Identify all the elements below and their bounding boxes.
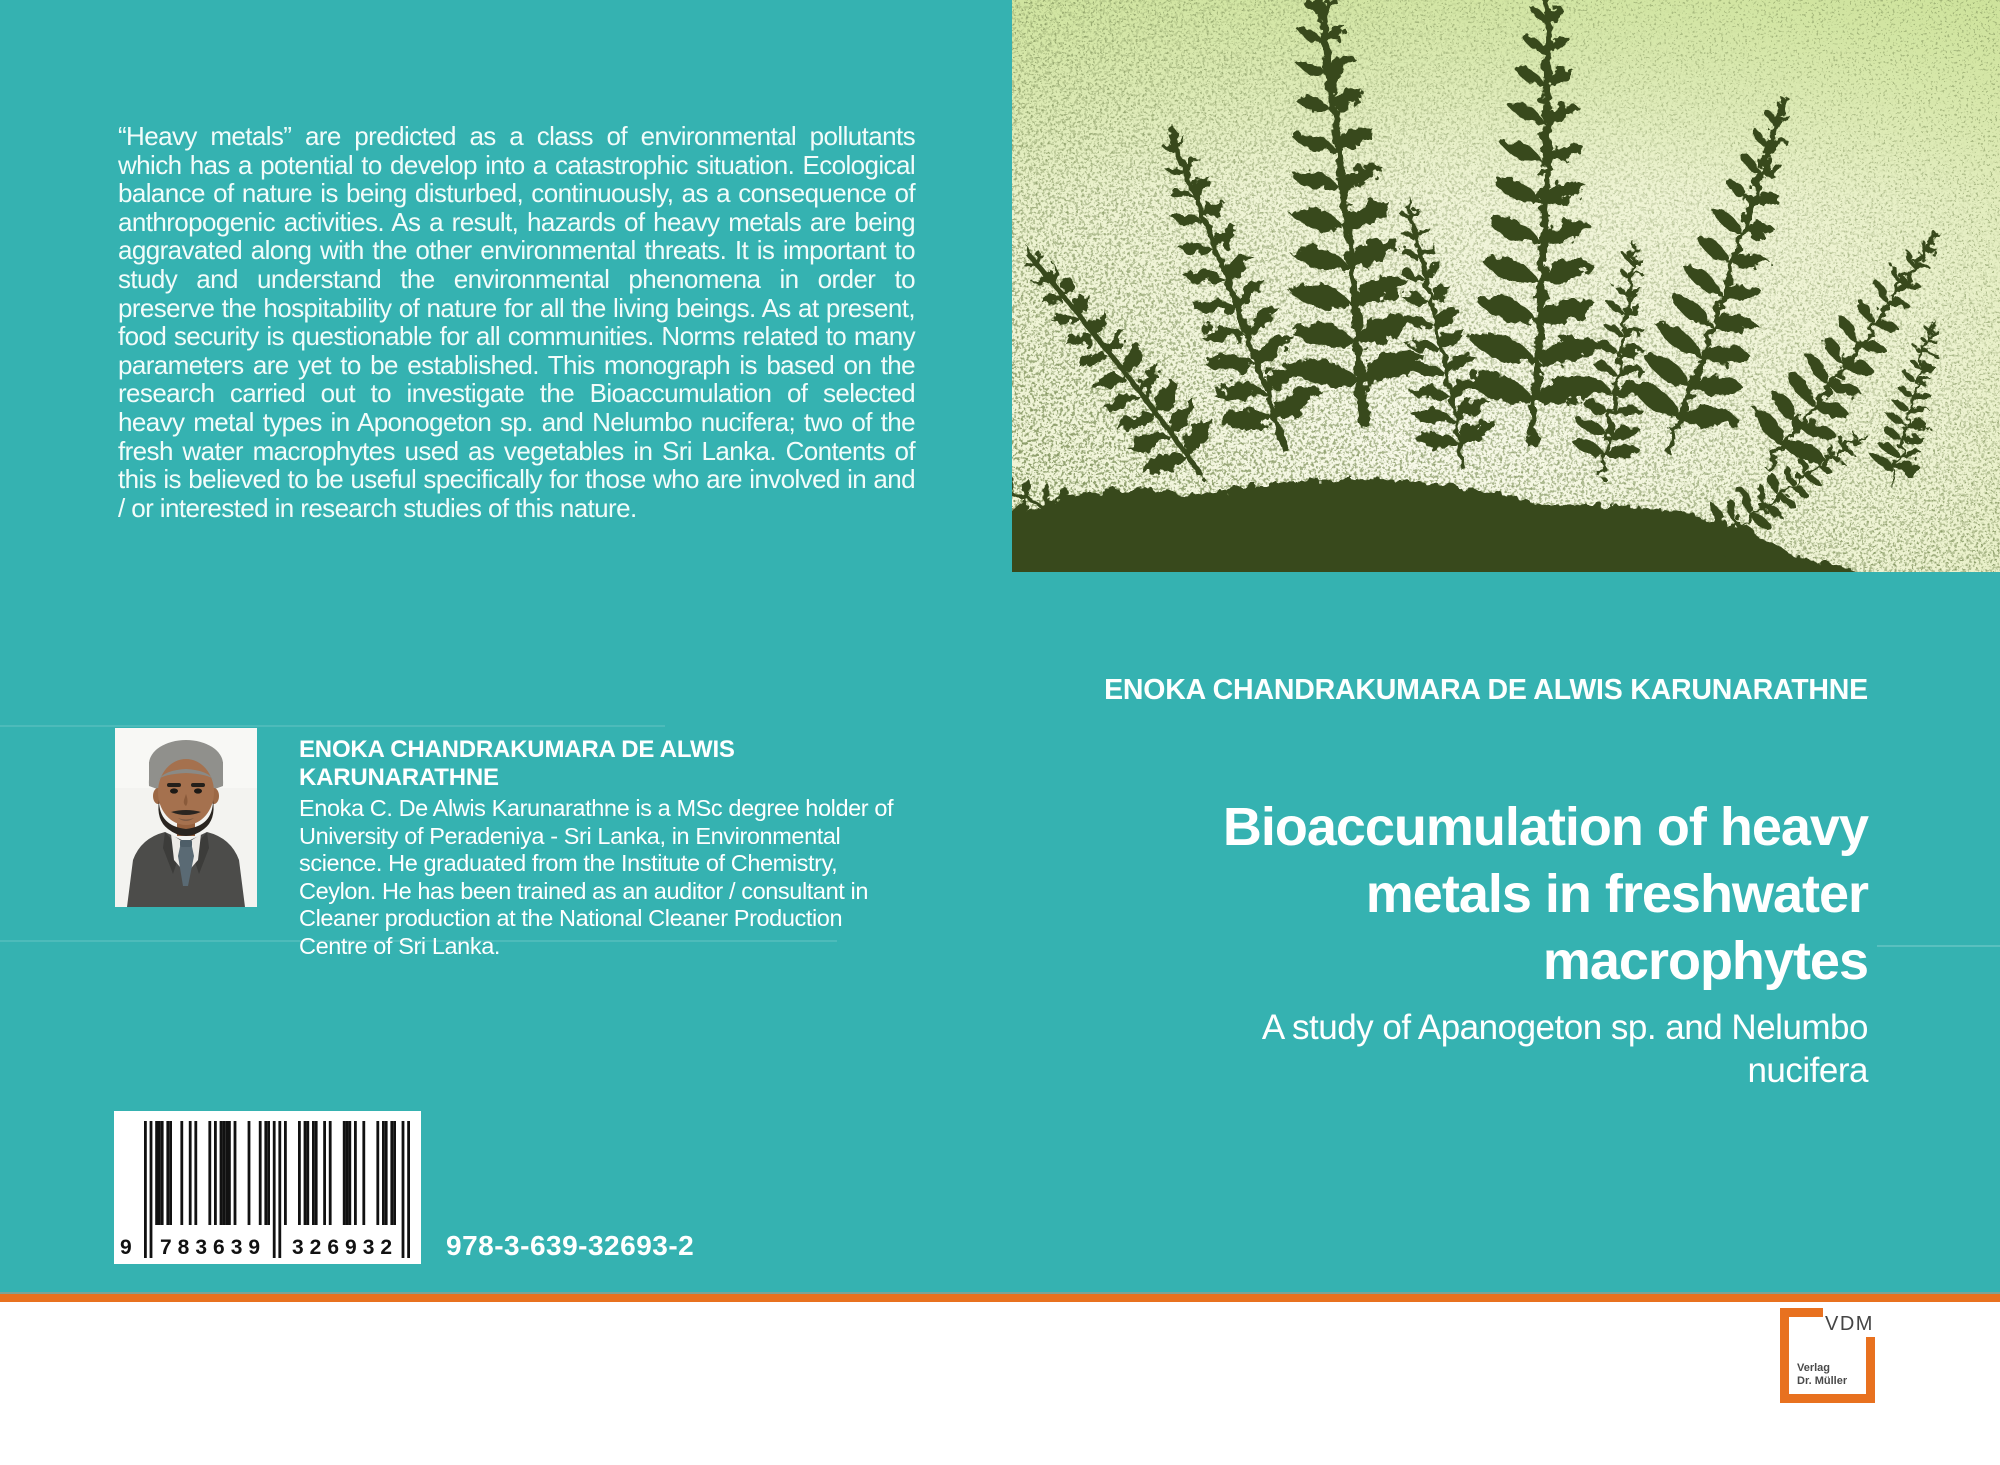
book-title [1223,794,1868,995]
barcode [114,1111,421,1264]
author-bio [299,736,899,960]
book-title-line2: metals in freshwater [1365,864,1868,924]
publisher-name-line1: Verlag [1797,1362,1831,1374]
logo-frame-left [1780,1308,1789,1403]
book-title-line1: Bioaccumulation of heavy [1222,797,1868,857]
logo-frame-right [1866,1337,1875,1403]
barcode-digits-group1: 783639 [160,1236,267,1259]
publisher-logo [1780,1308,1876,1404]
book-subtitle [1262,1006,1868,1092]
fern-illustration [1012,0,2000,572]
author-bio-name-line2: KARUNARATHNE [299,763,499,791]
footer-orange-rule [0,1294,2000,1302]
barcode-digit-lead: 9 [120,1236,132,1259]
back-cover-blurb: “Heavy metals” are predicted as a class of environmental pollutants which has a potential to develop into a catastrophic situation. Ecological balance of nature is being disturbed, continuously, as a consequence of anthropogenic activities. As a result, hazards of heavy metals are being aggravated along with the other environmental threats. It is important to study and understand the environmental phenomena in order to preserve the hospitability of nature for all the living beings. As at present, food security is questionable for all communities. Norms related to many parameters are yet to be established. This monograph is based on the research carried out to investigate the Bioaccumulation of selected heavy metal types in Aponogeton sp. and Nelumbo nucifera; two of the fresh water macrophytes used as vegetables in Sri Lanka. Contents of this is believed to be useful specifically for those who are involved in and / or interested in research studies of this nature. [118,121,915,523]
author-bio-text: Enoka C. De Alwis Karunarathne is a MSc degree holder of University of Peradeniya - Sri Lanka, in Environmental science. He graduated from the Institute of Chemistry, Ceylon. He has been trained as an auditor / consultant in Cleaner production at the National Cleaner Production Centre of Sri Lanka. [299,795,894,959]
publisher-name [1797,1362,1847,1387]
front-author-name: ENOKA CHANDRAKUMARA DE ALWIS KARUNARATHNE [1104,674,1868,706]
isbn-label: 978-3-639-32693-2 [446,1230,695,1261]
book-subtitle-line1: A study of Apanogeton sp. and Nelumbo [1261,1008,1868,1047]
fold-crease [1877,945,2000,947]
barcode-digits-group2: 326932 [292,1236,399,1259]
footer-white-strip [0,1302,2000,1465]
book-subtitle-line2: nucifera [1747,1051,1868,1090]
author-photo [115,728,257,907]
author-bio-name-line1: ENOKA CHANDRAKUMARA DE ALWIS [299,736,735,763]
logo-frame-bottom [1780,1394,1875,1403]
fold-crease [0,725,665,727]
publisher-acronym: VDM [1825,1313,1874,1335]
publisher-name-line2: Dr. Müller [1797,1374,1848,1387]
book-title-line3: macrophytes [1542,931,1868,991]
